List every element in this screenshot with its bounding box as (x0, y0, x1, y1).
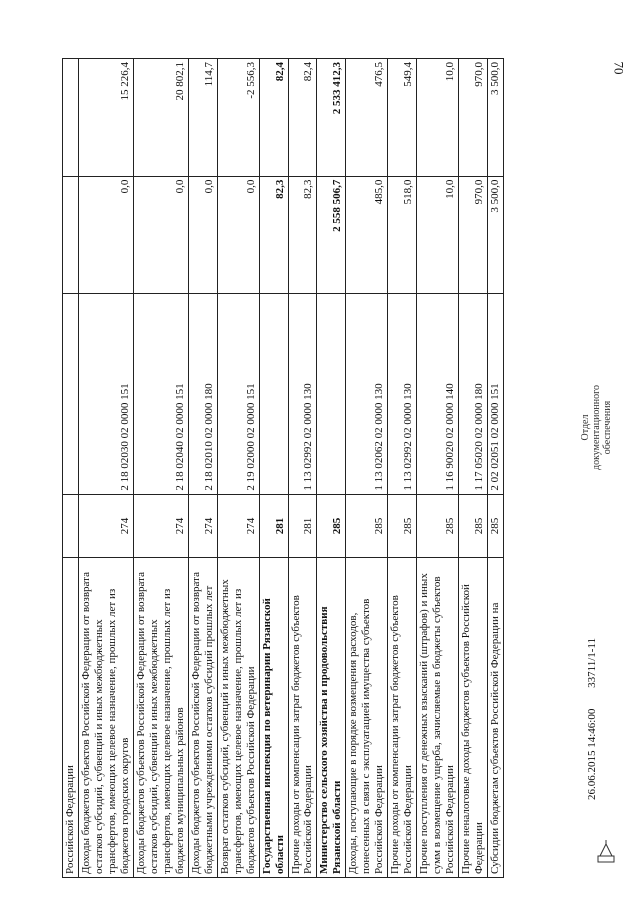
row-plan-value-cell: 82,3 (288, 176, 317, 294)
row-name-cell: Прочие неналоговые доходы бюджетов субъектов Российской Федерации (459, 558, 488, 878)
row-actual-value-cell: 114,7 (188, 59, 217, 177)
row-plan-value-cell: 970,0 (459, 176, 488, 294)
footer-doc-id: 33711/1-11 (586, 637, 598, 688)
row-plan-value-cell: 0,0 (217, 176, 259, 294)
row-admin-code-cell: 285 (488, 494, 504, 558)
row-budget-code-cell (63, 294, 79, 494)
row-name-cell: Доходы, поступающие в порядке возмещения расходов, понесенных в связи с эксплуатацией имущества субъектов Российской Федерации (346, 558, 388, 878)
row-admin-code-cell: 285 (417, 494, 459, 558)
row-name-cell: Прочие доходы от компенсации затрат бюджетов субъектов Российской Федерации (288, 558, 317, 878)
row-budget-code-cell: 2 18 02040 02 0000 151 (133, 294, 188, 494)
row-name-cell: Прочие поступления от денежных взысканий (штрафов) и иных сумм в возмещение ущерба, зачисляемые в бюджеты субъектов Российской Федерации (417, 558, 459, 878)
row-budget-code-cell: 2 18 02010 02 0000 180 (188, 294, 217, 494)
table-row (488, 59, 504, 878)
row-plan-value-cell: 0,0 (78, 176, 133, 294)
department-stamp (580, 385, 613, 470)
row-admin-code-cell: 285 (388, 494, 417, 558)
table-row (346, 59, 388, 878)
table-row (78, 59, 133, 878)
row-budget-code-cell (317, 294, 346, 494)
row-name-cell: Государственная инспекция по ветеринарии Рязанской области (259, 558, 288, 878)
registry-logo-icon (596, 838, 616, 864)
row-actual-value-cell: 970,0 (459, 59, 488, 177)
row-budget-code-cell (259, 294, 288, 494)
budget-table-container (62, 58, 592, 878)
row-plan-value-cell: 485,0 (346, 176, 388, 294)
row-admin-code-cell: 274 (217, 494, 259, 558)
table-row (388, 59, 417, 878)
row-plan-value-cell: 3 500,0 (488, 176, 504, 294)
row-name-cell: Доходы бюджетов субъектов Российской Федерации от возврата бюджетными учреждениями остатков субсидий прошлых лет (188, 558, 217, 878)
row-admin-code-cell: 285 (317, 494, 346, 558)
table-row (217, 59, 259, 878)
row-actual-value-cell: 10,0 (417, 59, 459, 177)
row-actual-value-cell: 476,5 (346, 59, 388, 177)
stamp-line-2: обеспечения (602, 400, 613, 455)
table-row (259, 59, 288, 878)
page-number: 70 (611, 61, 627, 75)
row-budget-code-cell: 1 17 05020 02 0000 180 (459, 294, 488, 494)
row-name-cell: Доходы бюджетов субъектов Российской Федерации от возврата остатков субсидий, субвенций и иных межбюджетных трансфертов, имеющих целевое назначение, прошлых лет из бюджетов городских округов (78, 558, 133, 878)
row-name-cell: Субсидии бюджетам субъектов Российской Федерации на (488, 558, 504, 878)
row-plan-value-cell: 518,0 (388, 176, 417, 294)
table-row (288, 59, 317, 878)
row-plan-value-cell: 0,0 (188, 176, 217, 294)
row-admin-code-cell: 274 (133, 494, 188, 558)
row-actual-value-cell: 20 802,1 (133, 59, 188, 177)
stamp-line-1: Отдел документационного (580, 385, 602, 470)
row-actual-value-cell: 3 500,0 (488, 59, 504, 177)
row-admin-code-cell: 281 (259, 494, 288, 558)
footer-info (586, 620, 598, 800)
row-name-cell: Прочие доходы от компенсации затрат бюджетов субъектов Российской Федерации (388, 558, 417, 878)
table-row (459, 59, 488, 878)
table-row (417, 59, 459, 878)
row-admin-code-cell: 281 (288, 494, 317, 558)
table-row (63, 59, 79, 878)
row-admin-code-cell: 274 (188, 494, 217, 558)
row-admin-code-cell (63, 494, 79, 558)
footer-datetime: 26.06.2015 14:46:00 (586, 708, 598, 800)
row-actual-value-cell: 82,4 (288, 59, 317, 177)
table-row (133, 59, 188, 878)
row-plan-value-cell: 82,3 (259, 176, 288, 294)
table-row (317, 59, 346, 878)
row-name-cell: Российской Федерации (63, 558, 79, 878)
row-actual-value-cell (63, 59, 79, 177)
row-admin-code-cell: 285 (459, 494, 488, 558)
row-budget-code-cell: 2 19 02000 02 0000 151 (217, 294, 259, 494)
row-admin-code-cell: 285 (346, 494, 388, 558)
row-name-cell: Возврат остатков субсидий, субвенций и иных межбюджетных трансфертов, имеющих целевое назначение, прошлых лет из бюджетов субъектов Российской Федерации (217, 558, 259, 878)
row-plan-value-cell (63, 176, 79, 294)
row-actual-value-cell: 15 226,4 (78, 59, 133, 177)
row-actual-value-cell: 2 533 412,3 (317, 59, 346, 177)
row-plan-value-cell: 2 558 506,7 (317, 176, 346, 294)
row-name-cell: Доходы бюджетов субъектов Российской Федерации от возврата остатков субсидий, субвенций и иных межбюджетных трансфертов, имеющих целевое назначение, прошлых лет из бюджетов муниципальных районов (133, 558, 188, 878)
row-budget-code-cell: 1 13 02062 02 0000 130 (346, 294, 388, 494)
row-name-cell: Министерство сельского хозяйства и продовольствия Рязанской области (317, 558, 346, 878)
row-budget-code-cell: 1 16 90020 02 0000 140 (417, 294, 459, 494)
row-budget-code-cell: 2 18 02030 02 0000 151 (78, 294, 133, 494)
budget-table (62, 58, 504, 878)
table-row (188, 59, 217, 878)
row-budget-code-cell: 1 13 02992 02 0000 130 (288, 294, 317, 494)
row-actual-value-cell: 549,4 (388, 59, 417, 177)
row-budget-code-cell: 2 02 02051 02 0000 151 (488, 294, 504, 494)
row-admin-code-cell: 274 (78, 494, 133, 558)
row-plan-value-cell: 10,0 (417, 176, 459, 294)
row-budget-code-cell: 1 13 02992 02 0000 130 (388, 294, 417, 494)
row-actual-value-cell: 82,4 (259, 59, 288, 177)
row-actual-value-cell: -2 556,3 (217, 59, 259, 177)
row-plan-value-cell: 0,0 (133, 176, 188, 294)
